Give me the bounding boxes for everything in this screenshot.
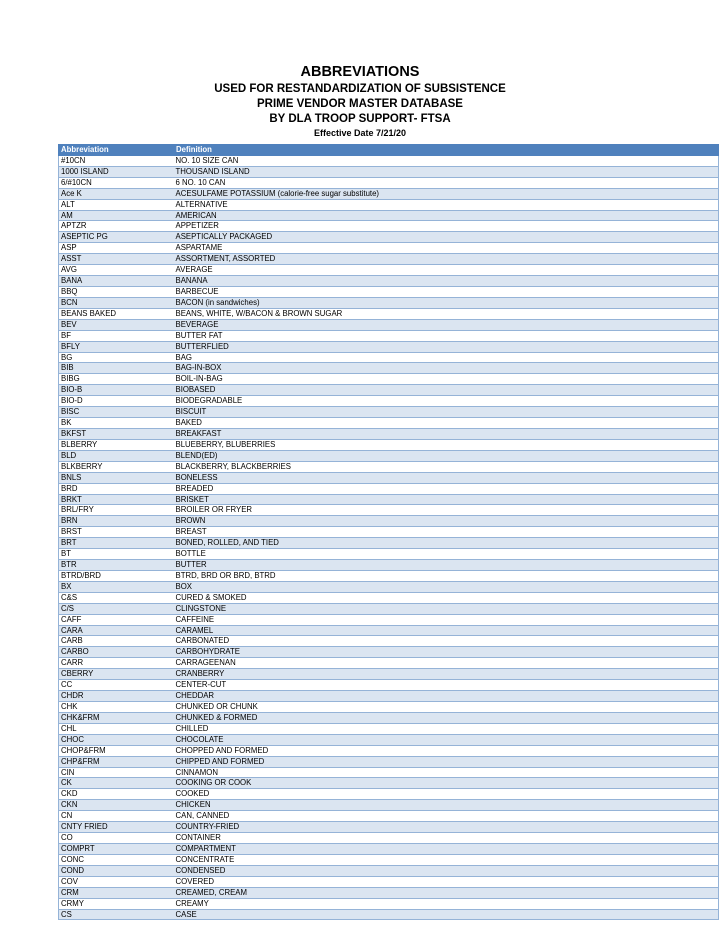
abbreviation-cell: BIO-B [59,385,174,396]
abbreviation-cell: Ace K [59,188,174,199]
definition-cell: CHEDDAR [174,691,719,702]
abbreviation-cell: BRN [59,516,174,527]
abbreviation-cell: C/S [59,603,174,614]
abbreviation-cell: BRKT [59,494,174,505]
definition-cell: BAG-IN-BOX [174,363,719,374]
abbreviation-cell: CNTY FRIED [59,822,174,833]
abbreviation-cell: CKD [59,789,174,800]
effective-date: Effective Date 7/21/20 [313,128,407,138]
abbreviation-cell: BRD [59,483,174,494]
abbreviation-cell: BRST [59,527,174,538]
table-row [59,658,719,669]
table-row [59,428,719,439]
definition-cell: BTRD, BRD OR BRD, BTRD [174,570,719,581]
table-row [59,833,719,844]
table-row [59,680,719,691]
definition-cell: CARBONATED [174,636,719,647]
definition-cell: CARRAGEENAN [174,658,719,669]
definition-cell: BAKED [174,418,719,429]
definition-cell: CENTER-CUT [174,680,719,691]
definition-cell: BREAST [174,527,719,538]
table-row [59,265,719,276]
abbreviation-cell: BTRD/BRD [59,570,174,581]
table-row [59,516,719,527]
table-row [59,669,719,680]
table-row [59,308,719,319]
definition-cell: BEANS, WHITE, W/BACON & BROWN SUGAR [174,308,719,319]
table-row [59,854,719,865]
table-row [59,352,719,363]
column-header-abbreviation: Abbreviation [59,145,174,156]
abbreviation-cell: ASEPTIC PG [59,232,174,243]
table-row [59,789,719,800]
definition-cell: BREAKFAST [174,428,719,439]
abbreviation-cell: CKN [59,800,174,811]
abbreviation-cell: BRL/FRY [59,505,174,516]
table-row [59,603,719,614]
abbreviation-cell: CC [59,680,174,691]
table-row [59,527,719,538]
definition-cell: CURED & SMOKED [174,592,719,603]
abbreviation-cell: CARBO [59,647,174,658]
table-row [59,243,719,254]
table-row [59,592,719,603]
table-row [59,276,719,287]
table-row [59,712,719,723]
abbreviation-cell: BEANS BAKED [59,308,174,319]
subtitle-line-2: PRIME VENDOR MASTER DATABASE [257,98,463,110]
abbreviation-cell: CARA [59,625,174,636]
abbreviation-cell: COND [59,865,174,876]
table-row [59,549,719,560]
abbreviation-cell: BRT [59,538,174,549]
table-row [59,374,719,385]
abbreviation-cell: CRMY [59,898,174,909]
abbreviation-cell: #10CN [59,155,174,166]
abbreviation-cell: BIO-D [59,396,174,407]
definition-cell: BANANA [174,276,719,287]
table-row [59,625,719,636]
definition-cell: CONDENSED [174,865,719,876]
definition-cell: COOKED [174,789,719,800]
subtitle-line-3: BY DLA TROOP SUPPORT- FTSA [269,113,451,125]
definition-cell: BISCUIT [174,407,719,418]
definition-cell: COVERED [174,876,719,887]
table-row [59,319,719,330]
table-row [59,472,719,483]
definition-cell: THOUSAND ISLAND [174,166,719,177]
abbreviation-cell: BEV [59,319,174,330]
definition-cell: CLINGSTONE [174,603,719,614]
definition-cell: CARAMEL [174,625,719,636]
document-header [0,63,720,139]
definition-cell: CREAMED, CREAM [174,887,719,898]
definition-cell: CHIPPED AND FORMED [174,756,719,767]
definition-cell: CHOCOLATE [174,734,719,745]
table-row [59,363,719,374]
definition-cell: COOKING OR COOK [174,778,719,789]
abbreviation-cell: CHK [59,702,174,713]
table-row [59,756,719,767]
table-row [59,898,719,909]
table-row [59,199,719,210]
abbreviation-cell: CHP&FRM [59,756,174,767]
abbreviation-cell: BX [59,581,174,592]
abbreviation-cell: BLBERRY [59,439,174,450]
definition-cell: CHICKEN [174,800,719,811]
table-row [59,396,719,407]
definition-cell: BLUEBERRY, BLUBERRIES [174,439,719,450]
abbreviation-cell: AVG [59,265,174,276]
table-row [59,155,719,166]
abbreviation-cell: BTR [59,560,174,571]
definition-cell: BOX [174,581,719,592]
definition-cell: BACON (in sandwiches) [174,297,719,308]
definition-cell: CHUNKED & FORMED [174,712,719,723]
table-row [59,778,719,789]
definition-cell: BARBECUE [174,286,719,297]
definition-cell: COMPARTMENT [174,844,719,855]
table-row [59,407,719,418]
table-row [59,811,719,822]
table-row [59,483,719,494]
abbreviation-cell: CHL [59,723,174,734]
abbreviation-cell: BISC [59,407,174,418]
table-row [59,800,719,811]
abbreviation-cell: BNLS [59,472,174,483]
table-row [59,909,719,920]
abbreviation-cell: ALT [59,199,174,210]
table-row [59,341,719,352]
definition-cell: BROWN [174,516,719,527]
abbreviation-cell: CRM [59,887,174,898]
table-row [59,221,719,232]
abbreviation-cell: BK [59,418,174,429]
abbreviation-cell: CIN [59,767,174,778]
abbreviation-cell: 6/#10CN [59,177,174,188]
table-row [59,887,719,898]
table-row [59,505,719,516]
abbreviation-cell: CHK&FRM [59,712,174,723]
column-header-definition: Definition [174,145,719,156]
definition-cell: CASE [174,909,719,920]
abbreviation-cell: C&S [59,592,174,603]
abbreviations-table [58,144,719,920]
definition-cell: ASEPTICALLY PACKAGED [174,232,719,243]
definition-cell: CHILLED [174,723,719,734]
abbreviation-cell: COMPRT [59,844,174,855]
table-row [59,254,719,265]
table-row [59,822,719,833]
table-row [59,734,719,745]
definition-cell: ASPARTAME [174,243,719,254]
definition-cell: CHUNKED OR CHUNK [174,702,719,713]
abbreviation-cell: CO [59,833,174,844]
table-row [59,723,719,734]
abbreviation-cell: CS [59,909,174,920]
abbreviation-cell: BT [59,549,174,560]
table-row [59,876,719,887]
abbreviation-cell: BCN [59,297,174,308]
table-row [59,636,719,647]
definition-cell: BUTTERFLIED [174,341,719,352]
table-row [59,330,719,341]
abbreviation-cell: 1000 ISLAND [59,166,174,177]
definition-cell: BOTTLE [174,549,719,560]
definition-cell: CREAMY [174,898,719,909]
definition-cell: BLEND(ED) [174,450,719,461]
definition-cell: BUTTER [174,560,719,571]
abbreviation-cell: CHOP&FRM [59,745,174,756]
table-row [59,702,719,713]
abbreviation-cell: CBERRY [59,669,174,680]
abbreviation-cell: BKFST [59,428,174,439]
abbreviation-cell: CARB [59,636,174,647]
abbreviation-cell: AM [59,210,174,221]
table-row [59,494,719,505]
definition-cell: BUTTER FAT [174,330,719,341]
abbreviation-cell: CK [59,778,174,789]
table-row [59,614,719,625]
table-row [59,461,719,472]
abbreviation-cell: ASST [59,254,174,265]
definition-cell: NO. 10 SIZE CAN [174,155,719,166]
definition-cell: ACESULFAME POTASSIUM (calorie-free sugar substitute) [174,188,719,199]
definition-cell: CARBOHYDRATE [174,647,719,658]
table-row [59,450,719,461]
definition-cell: BLACKBERRY, BLACKBERRIES [174,461,719,472]
table-row [59,418,719,429]
abbreviation-cell: CHDR [59,691,174,702]
abbreviation-cell: BF [59,330,174,341]
definition-cell: BROILER OR FRYER [174,505,719,516]
definition-cell: AMERICAN [174,210,719,221]
table-row [59,570,719,581]
definition-cell: BREADED [174,483,719,494]
abbreviation-cell: ASP [59,243,174,254]
abbreviation-cell: APTZR [59,221,174,232]
definition-cell: CAN, CANNED [174,811,719,822]
table-row [59,647,719,658]
definition-cell: CAFFEINE [174,614,719,625]
definition-cell: CHOPPED AND FORMED [174,745,719,756]
table-row [59,286,719,297]
abbreviation-cell: CONC [59,854,174,865]
table-row [59,385,719,396]
table-row [59,767,719,778]
table-row [59,210,719,221]
abbreviation-cell: BBQ [59,286,174,297]
definition-cell: BIODEGRADABLE [174,396,719,407]
table-body [59,155,719,920]
definition-cell: BRISKET [174,494,719,505]
table-row [59,439,719,450]
table-row [59,691,719,702]
definition-cell: ASSORTMENT, ASSORTED [174,254,719,265]
abbreviation-cell: CAFF [59,614,174,625]
definition-cell: COUNTRY-FRIED [174,822,719,833]
definition-cell: CRANBERRY [174,669,719,680]
table-row [59,560,719,571]
table-row [59,177,719,188]
table-row [59,745,719,756]
table-row [59,166,719,177]
definition-cell: CONCENTRATE [174,854,719,865]
abbreviation-cell: BIBG [59,374,174,385]
abbreviation-cell: CHOC [59,734,174,745]
subtitle-line-1: USED FOR RESTANDARDIZATION OF SUBSISTENCE [214,83,506,95]
page-title: ABBREVIATIONS [300,64,420,80]
definition-cell: BEVERAGE [174,319,719,330]
abbreviation-cell: CN [59,811,174,822]
definition-cell: BIOBASED [174,385,719,396]
table-row [59,581,719,592]
abbreviation-cell: BFLY [59,341,174,352]
table-row [59,188,719,199]
definition-cell: BONED, ROLLED, AND TIED [174,538,719,549]
definition-cell: CONTAINER [174,833,719,844]
abbreviation-cell: BLD [59,450,174,461]
definition-cell: 6 NO. 10 CAN [174,177,719,188]
abbreviation-cell: COV [59,876,174,887]
abbreviation-cell: BIB [59,363,174,374]
table-row [59,297,719,308]
table-row [59,232,719,243]
definition-cell: BAG [174,352,719,363]
abbreviation-cell: BLKBERRY [59,461,174,472]
definition-cell: BONELESS [174,472,719,483]
definition-cell: BOIL-IN-BAG [174,374,719,385]
table-row [59,865,719,876]
definition-cell: APPETIZER [174,221,719,232]
table-row [59,538,719,549]
table-row [59,844,719,855]
definition-cell: CINNAMON [174,767,719,778]
abbreviation-cell: BANA [59,276,174,287]
abbreviation-cell: BG [59,352,174,363]
definition-cell: ALTERNATIVE [174,199,719,210]
definition-cell: AVERAGE [174,265,719,276]
abbreviation-cell: CARR [59,658,174,669]
table-header-row [59,145,719,156]
